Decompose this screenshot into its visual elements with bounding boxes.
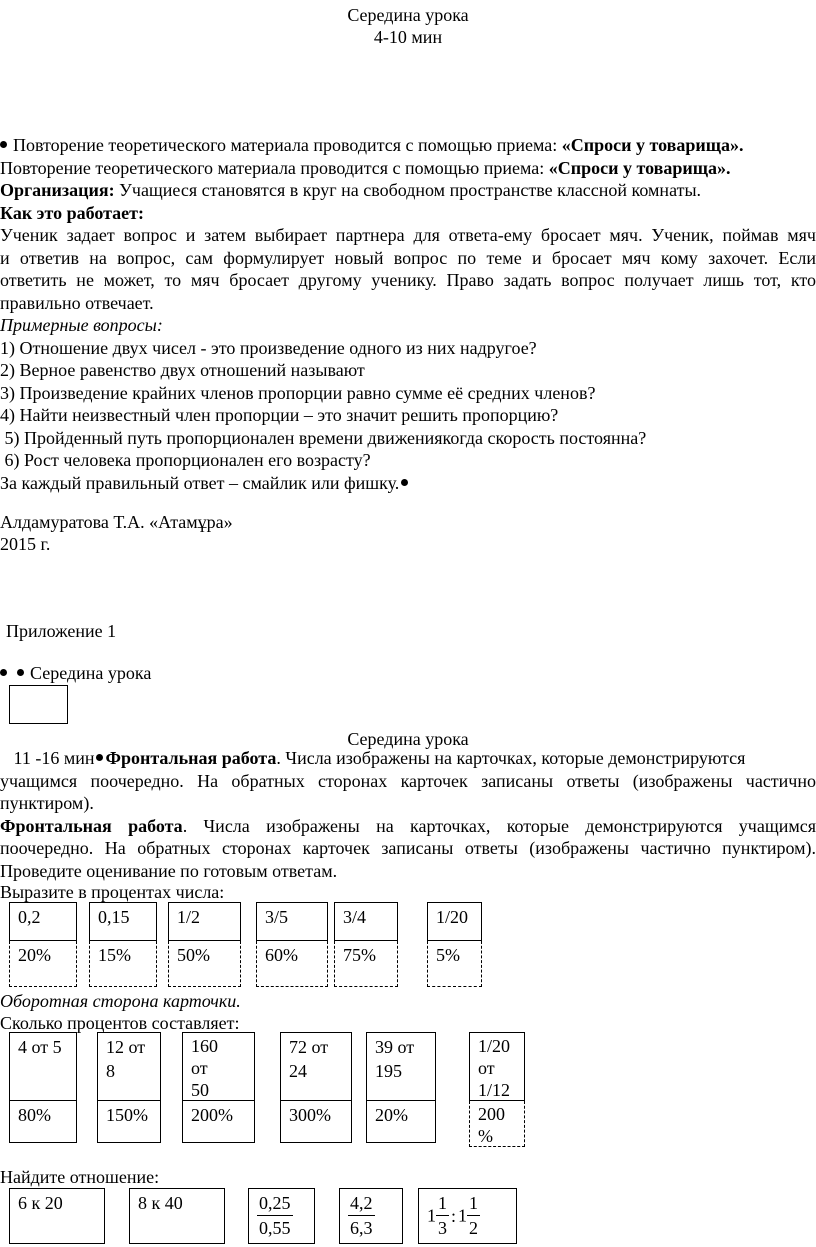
task2-card-back: 200 % <box>469 1101 525 1147</box>
task1-card-front: 3/4 <box>334 902 398 941</box>
task3-mixed-card: 1 $\frac{1}{3}$ : 1 $\frac{1}{2}$ <box>418 1188 517 1244</box>
question-item: 5) Пройденный путь пропорционален времени движениякогда скорость постоянна? <box>0 427 647 448</box>
source-author: Алдамуратова Т.А. «Атамұра» <box>0 512 233 532</box>
task1-card-front: 0,2 <box>9 902 77 941</box>
source-year: 2015 г. <box>0 534 51 554</box>
question-item: 6) Рост человека пропорционален его возрасту? <box>0 450 371 470</box>
task2-card-front: 160 от 50 <box>182 1032 255 1101</box>
task1-card-back: 75% <box>334 941 398 987</box>
questions-label: Примерные вопросы: <box>0 315 163 335</box>
reward-line: За каждый правильный ответ – смайлик или фишку. <box>0 472 816 495</box>
how-line: ответить не может, то мяч бросает другому ученику. Право задать вопрос получает лишь тот, кто <box>0 270 816 290</box>
fraction: $\frac{4,2}{6,3}$ <box>350 1193 373 1238</box>
task1-card-front: 0,15 <box>89 902 157 941</box>
frontal-line: учащимся поочередно. На обратных сторонах карточек записаны ответы (изображены частично <box>0 770 816 791</box>
appendix-title: Приложение 1 <box>6 621 117 641</box>
question-item: 2) Верное равенство двух отношений называют <box>0 360 365 380</box>
task1-title: Выразите в процентах числа: <box>0 882 225 902</box>
task1-card-back: 5% <box>427 941 482 987</box>
repetition-line-1: Повторение теоретического материала проводится с помощью приема: «Спроси у товарища». <box>0 134 816 157</box>
fraction: $\frac{1}{3}$ <box>438 1193 447 1238</box>
frontal-line: пунктиром). <box>0 793 94 813</box>
task3-fraction-card <box>248 1188 315 1244</box>
fraction: $\frac{0,25}{0,55}$ <box>259 1193 291 1238</box>
how-line: правильно отвечает. <box>0 292 154 313</box>
task2-card-back: 80% <box>9 1101 77 1143</box>
task1-card-front: 1/20 <box>427 902 482 941</box>
how-it-works-label: Как это работает: <box>0 202 144 223</box>
task1-card-back: 15% <box>89 941 157 987</box>
task2-card-front: 4 от 5 <box>9 1032 77 1101</box>
organization-line: Организация: Учащиеся становятся в круг на свободном пространстве классной комнаты. <box>0 180 702 200</box>
bullet-icon <box>0 141 7 148</box>
task2-card-front: 39 от 195 <box>366 1032 436 1101</box>
frontal-line: Проведите оценивание по готовым ответам. <box>0 860 338 881</box>
task2-card-back: 300% <box>280 1101 352 1143</box>
bullet-icon <box>96 754 103 761</box>
task3-card: 6 к 20 <box>9 1188 105 1244</box>
frontal-line: 11 -16 мин Фронтальная работа. Числа изображены на карточках, которые демонстрируются <box>13 748 746 768</box>
question-item: 1) Отношение двух чисел - это произведение одного из них надругое? <box>0 337 537 358</box>
repetition-section <box>0 134 816 494</box>
how-line: и ответив на вопрос, сам формулирует новый вопрос по теме и бросает мяч кому захочет. Если <box>0 247 816 268</box>
repetition-line-2: Повторение теоретического материала проводится с помощью приема: «Спроси у товарища». <box>0 157 731 178</box>
task3-card: 8 к 40 <box>129 1188 225 1244</box>
page-time: 4-10 мин <box>373 27 443 47</box>
page-title: Середина урока <box>347 5 469 25</box>
task3-fraction-card <box>339 1188 403 1244</box>
task1-card-front: 3/5 <box>256 902 328 941</box>
empty-box <box>9 685 68 724</box>
bullet-icon <box>0 669 7 676</box>
frontal-heading: Середина урока <box>347 729 469 749</box>
task2-title: Сколько процентов составляет: <box>0 1013 240 1033</box>
task3-title: Найдите отношение: <box>0 1167 160 1187</box>
question-item: 4) Найти неизвестный член пропорции – это значит решить пропорцию? <box>0 405 559 425</box>
bullet-icon <box>401 479 408 486</box>
task2-card-front: 72 от 24 <box>280 1032 352 1101</box>
frontal-line: Фронтальная работа. Числа изображены на карточках, которые демонстрируются учащимся <box>0 815 816 836</box>
task2-card-front: 1/20 от 1/12 <box>469 1032 525 1101</box>
frontal-line: поочередно. На обратных сторонах карточек записаны ответы (изображены частично пунктиром). <box>0 838 816 858</box>
task2-card-back: 150% <box>97 1101 161 1143</box>
task1-card-front: 1/2 <box>168 902 241 941</box>
fraction: $\frac{1}{2}$ <box>469 1193 479 1238</box>
task1-card-back: 50% <box>168 941 241 987</box>
task2-card-back: 20% <box>366 1101 436 1143</box>
appendix-bullets: Середина урока <box>0 662 151 684</box>
question-item: 3) Произведение крайних членов пропорции равно сумме её средних членов? <box>0 382 596 403</box>
task2-card-back: 200% <box>182 1101 255 1143</box>
task1-caption: Оборотная сторона карточки. <box>0 991 241 1011</box>
task1-card-back: 20% <box>9 941 77 987</box>
how-line: Ученик задает вопрос и затем выбирает партнера для ответа-ему бросает мяч. Ученик, поймав мяч <box>0 225 816 245</box>
task2-card-front: 12 от 8 <box>97 1032 161 1101</box>
bullet-icon <box>17 669 24 676</box>
frontal-section <box>0 747 816 882</box>
task1-card-back: 60% <box>256 941 328 987</box>
